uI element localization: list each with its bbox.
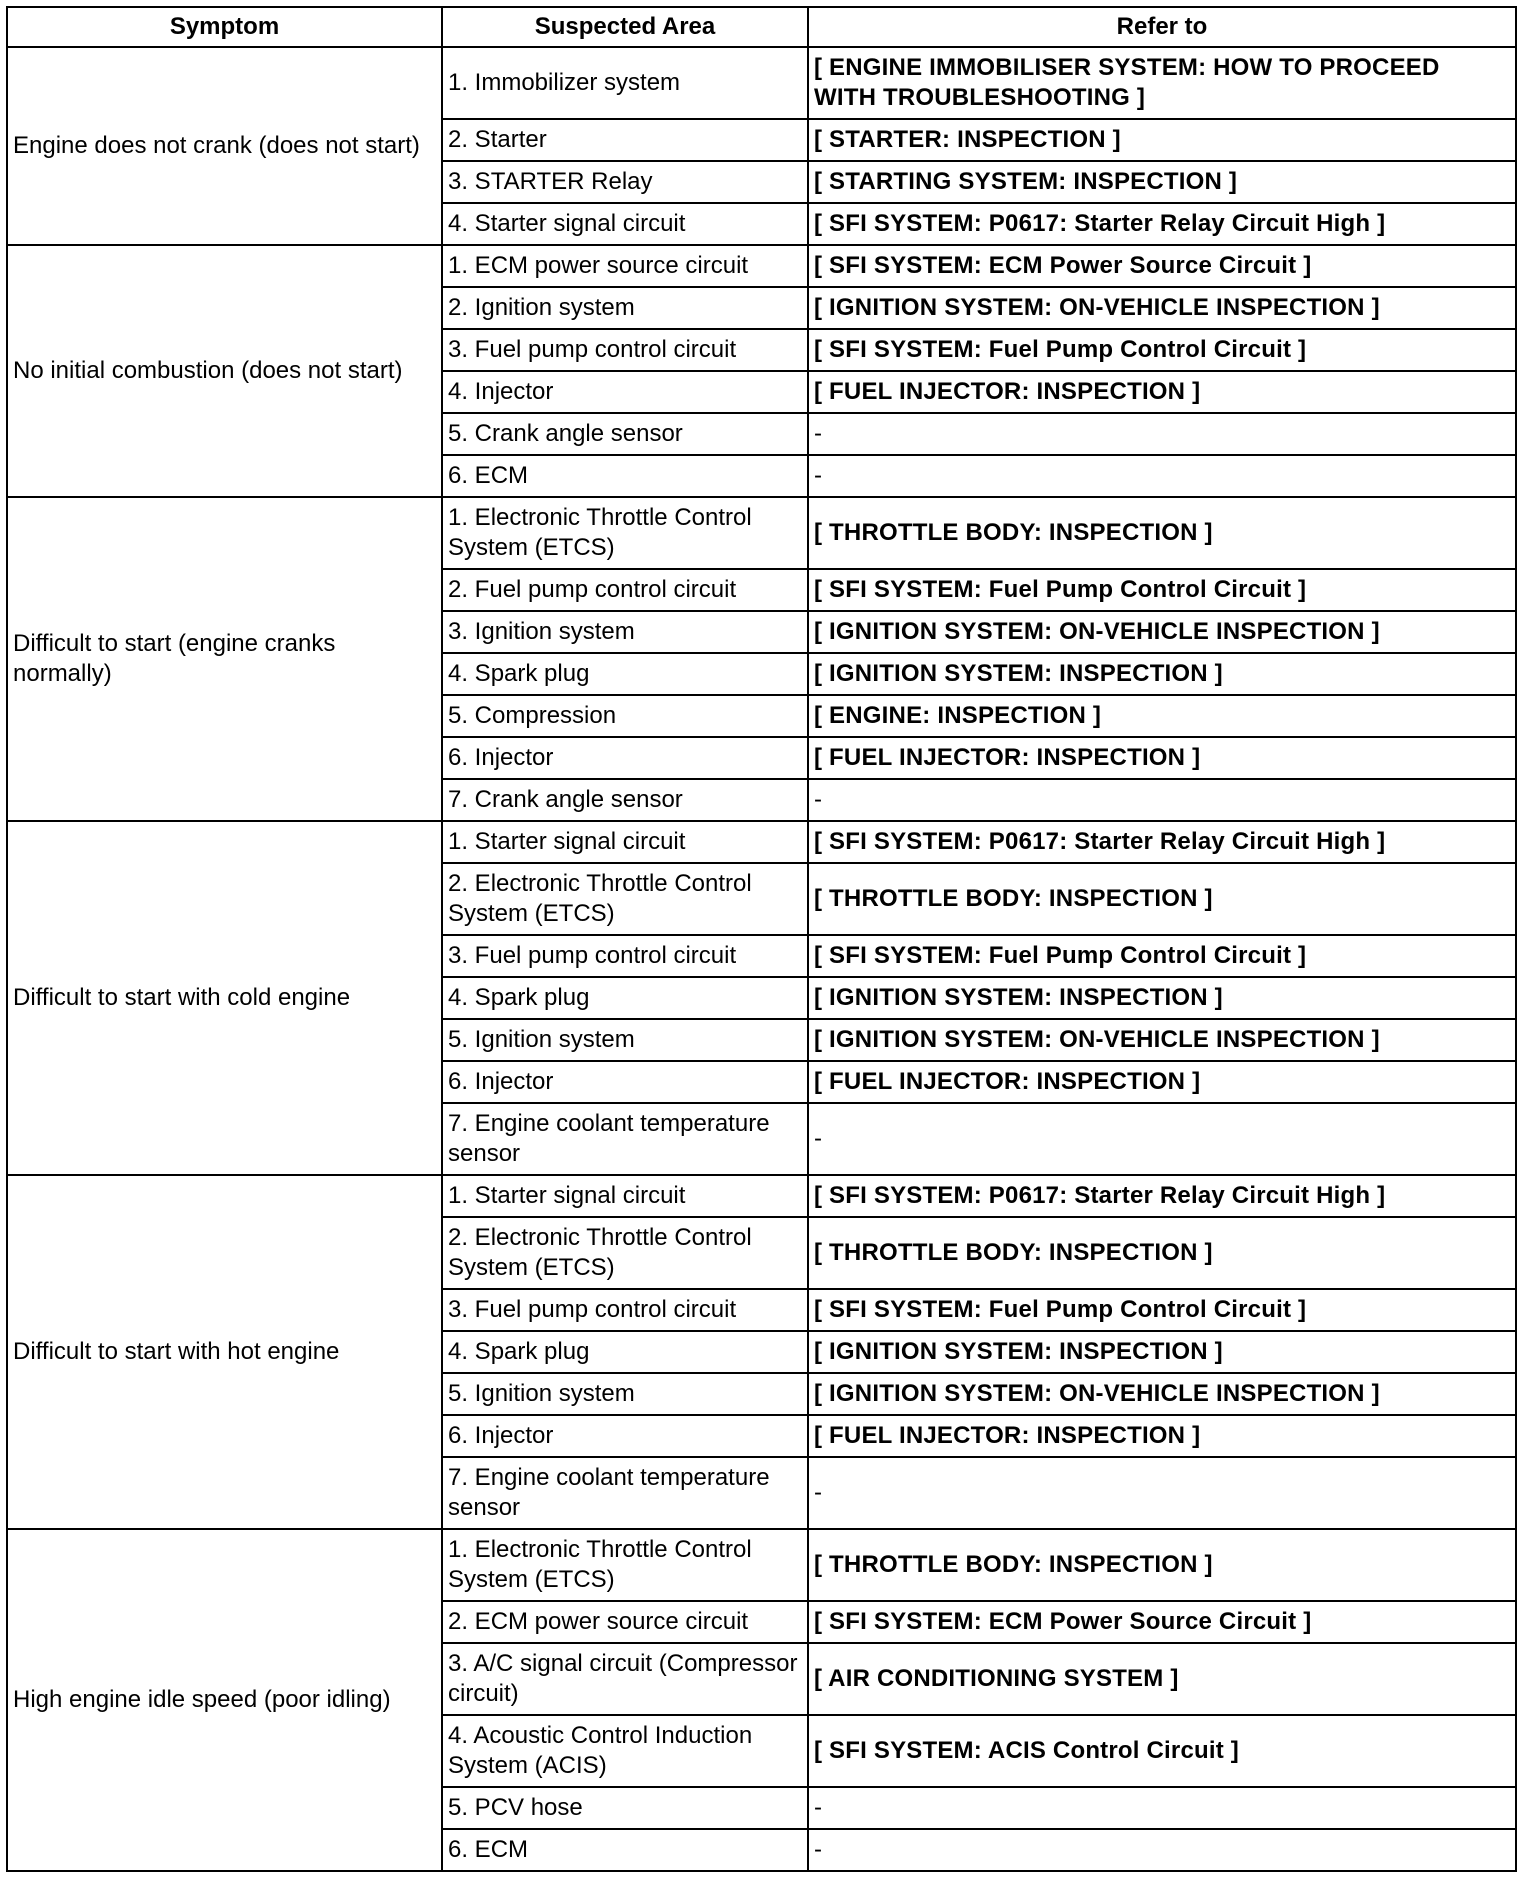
symptom-cell: Engine does not crank (does not start) (7, 47, 442, 245)
suspected-area-cell: 3. Fuel pump control circuit (442, 935, 808, 977)
refer-to-link[interactable]: [ THROTTLE BODY: INSPECTION ] (808, 1217, 1516, 1289)
refer-to-link[interactable]: [ THROTTLE BODY: INSPECTION ] (808, 497, 1516, 569)
suspected-area-cell: 4. Spark plug (442, 1331, 808, 1373)
suspected-area-cell: 1. ECM power source circuit (442, 245, 808, 287)
refer-to-link[interactable]: [ SFI SYSTEM: P0617: Starter Relay Circuit High ] (808, 821, 1516, 863)
suspected-area-cell: 3. A/C signal circuit (Compressor circuit) (442, 1643, 808, 1715)
refer-to-link: - (808, 1457, 1516, 1529)
problem-symptoms-table (6, 6, 1517, 1872)
suspected-area-cell: 6. Injector (442, 1061, 808, 1103)
refer-to-link[interactable]: [ SFI SYSTEM: P0617: Starter Relay Circuit High ] (808, 203, 1516, 245)
suspected-area-cell: 4. Acoustic Control Induction System (ACIS) (442, 1715, 808, 1787)
suspected-area-cell: 5. PCV hose (442, 1787, 808, 1829)
refer-to-link: - (808, 1829, 1516, 1871)
suspected-area-cell: 2. Electronic Throttle Control System (ETCS) (442, 1217, 808, 1289)
refer-to-link: - (808, 1787, 1516, 1829)
table-row (7, 47, 1516, 119)
suspected-area-cell: 4. Starter signal circuit (442, 203, 808, 245)
header-suspected-area: Suspected Area (442, 7, 808, 47)
refer-to-link[interactable]: [ ENGINE: INSPECTION ] (808, 695, 1516, 737)
symptom-cell: Difficult to start with cold engine (7, 821, 442, 1175)
refer-to-link[interactable]: [ IGNITION SYSTEM: ON-VEHICLE INSPECTION ] (808, 611, 1516, 653)
refer-to-link[interactable]: [ SFI SYSTEM: ECM Power Source Circuit ] (808, 1601, 1516, 1643)
refer-to-link[interactable]: [ SFI SYSTEM: Fuel Pump Control Circuit ] (808, 1289, 1516, 1331)
suspected-area-cell: 5. Compression (442, 695, 808, 737)
suspected-area-cell: 6. Injector (442, 737, 808, 779)
suspected-area-cell: 2. Fuel pump control circuit (442, 569, 808, 611)
refer-to-link[interactable]: [ IGNITION SYSTEM: INSPECTION ] (808, 977, 1516, 1019)
suspected-area-cell: 3. Fuel pump control circuit (442, 329, 808, 371)
suspected-area-cell: 2. Electronic Throttle Control System (ETCS) (442, 863, 808, 935)
suspected-area-cell: 6. Injector (442, 1415, 808, 1457)
refer-to-link[interactable]: [ SFI SYSTEM: ECM Power Source Circuit ] (808, 245, 1516, 287)
suspected-area-cell: 3. Ignition system (442, 611, 808, 653)
suspected-area-cell: 3. Fuel pump control circuit (442, 1289, 808, 1331)
troubleshooting-table-container (6, 6, 1515, 1872)
refer-to-link[interactable]: [ IGNITION SYSTEM: ON-VEHICLE INSPECTION ] (808, 1019, 1516, 1061)
table-row (7, 1529, 1516, 1601)
refer-to-link[interactable]: [ FUEL INJECTOR: INSPECTION ] (808, 1415, 1516, 1457)
refer-to-link[interactable]: [ SFI SYSTEM: Fuel Pump Control Circuit ] (808, 569, 1516, 611)
suspected-area-cell: 2. ECM power source circuit (442, 1601, 808, 1643)
table-row (7, 1175, 1516, 1217)
refer-to-link[interactable]: [ SFI SYSTEM: P0617: Starter Relay Circuit High ] (808, 1175, 1516, 1217)
suspected-area-cell: 1. Starter signal circuit (442, 1175, 808, 1217)
refer-to-link[interactable]: [ THROTTLE BODY: INSPECTION ] (808, 1529, 1516, 1601)
suspected-area-cell: 7. Crank angle sensor (442, 779, 808, 821)
symptom-cell: Difficult to start (engine cranks normally) (7, 497, 442, 821)
refer-to-link[interactable]: [ FUEL INJECTOR: INSPECTION ] (808, 737, 1516, 779)
suspected-area-cell: 3. STARTER Relay (442, 161, 808, 203)
suspected-area-cell: 7. Engine coolant temperature sensor (442, 1457, 808, 1529)
refer-to-link[interactable]: [ FUEL INJECTOR: INSPECTION ] (808, 371, 1516, 413)
refer-to-link[interactable]: [ SFI SYSTEM: ACIS Control Circuit ] (808, 1715, 1516, 1787)
refer-to-link: - (808, 455, 1516, 497)
refer-to-link: - (808, 779, 1516, 821)
table-row (7, 245, 1516, 287)
refer-to-link[interactable]: [ THROTTLE BODY: INSPECTION ] (808, 863, 1516, 935)
suspected-area-cell: 1. Electronic Throttle Control System (ETCS) (442, 497, 808, 569)
header-refer-to: Refer to (808, 7, 1516, 47)
refer-to-link[interactable]: [ IGNITION SYSTEM: ON-VEHICLE INSPECTION ] (808, 1373, 1516, 1415)
refer-to-link[interactable]: [ IGNITION SYSTEM: INSPECTION ] (808, 653, 1516, 695)
suspected-area-cell: 4. Spark plug (442, 977, 808, 1019)
refer-to-link[interactable]: [ STARTER: INSPECTION ] (808, 119, 1516, 161)
refer-to-link: - (808, 1103, 1516, 1175)
suspected-area-cell: 5. Crank angle sensor (442, 413, 808, 455)
suspected-area-cell: 2. Starter (442, 119, 808, 161)
suspected-area-cell: 1. Electronic Throttle Control System (ETCS) (442, 1529, 808, 1601)
suspected-area-cell: 5. Ignition system (442, 1373, 808, 1415)
refer-to-link[interactable]: [ ENGINE IMMOBILISER SYSTEM: HOW TO PROCEED WITH TROUBLESHOOTING ] (808, 47, 1516, 119)
table-body (7, 47, 1516, 1871)
symptom-cell: Difficult to start with hot engine (7, 1175, 442, 1529)
suspected-area-cell: 1. Immobilizer system (442, 47, 808, 119)
refer-to-link[interactable]: [ FUEL INJECTOR: INSPECTION ] (808, 1061, 1516, 1103)
refer-to-link[interactable]: [ STARTING SYSTEM: INSPECTION ] (808, 161, 1516, 203)
table-row (7, 497, 1516, 569)
refer-to-link: - (808, 413, 1516, 455)
refer-to-link[interactable]: [ AIR CONDITIONING SYSTEM ] (808, 1643, 1516, 1715)
symptom-cell: No initial combustion (does not start) (7, 245, 442, 497)
refer-to-link[interactable]: [ IGNITION SYSTEM: ON-VEHICLE INSPECTION ] (808, 287, 1516, 329)
header-symptom: Symptom (7, 7, 442, 47)
suspected-area-cell: 7. Engine coolant temperature sensor (442, 1103, 808, 1175)
refer-to-link[interactable]: [ SFI SYSTEM: Fuel Pump Control Circuit ] (808, 329, 1516, 371)
refer-to-link[interactable]: [ IGNITION SYSTEM: INSPECTION ] (808, 1331, 1516, 1373)
refer-to-link[interactable]: [ SFI SYSTEM: Fuel Pump Control Circuit ] (808, 935, 1516, 977)
suspected-area-cell: 5. Ignition system (442, 1019, 808, 1061)
table-row (7, 821, 1516, 863)
suspected-area-cell: 6. ECM (442, 1829, 808, 1871)
suspected-area-cell: 2. Ignition system (442, 287, 808, 329)
suspected-area-cell: 4. Injector (442, 371, 808, 413)
symptom-cell: High engine idle speed (poor idling) (7, 1529, 442, 1871)
suspected-area-cell: 6. ECM (442, 455, 808, 497)
table-header-row (7, 7, 1516, 47)
suspected-area-cell: 1. Starter signal circuit (442, 821, 808, 863)
suspected-area-cell: 4. Spark plug (442, 653, 808, 695)
